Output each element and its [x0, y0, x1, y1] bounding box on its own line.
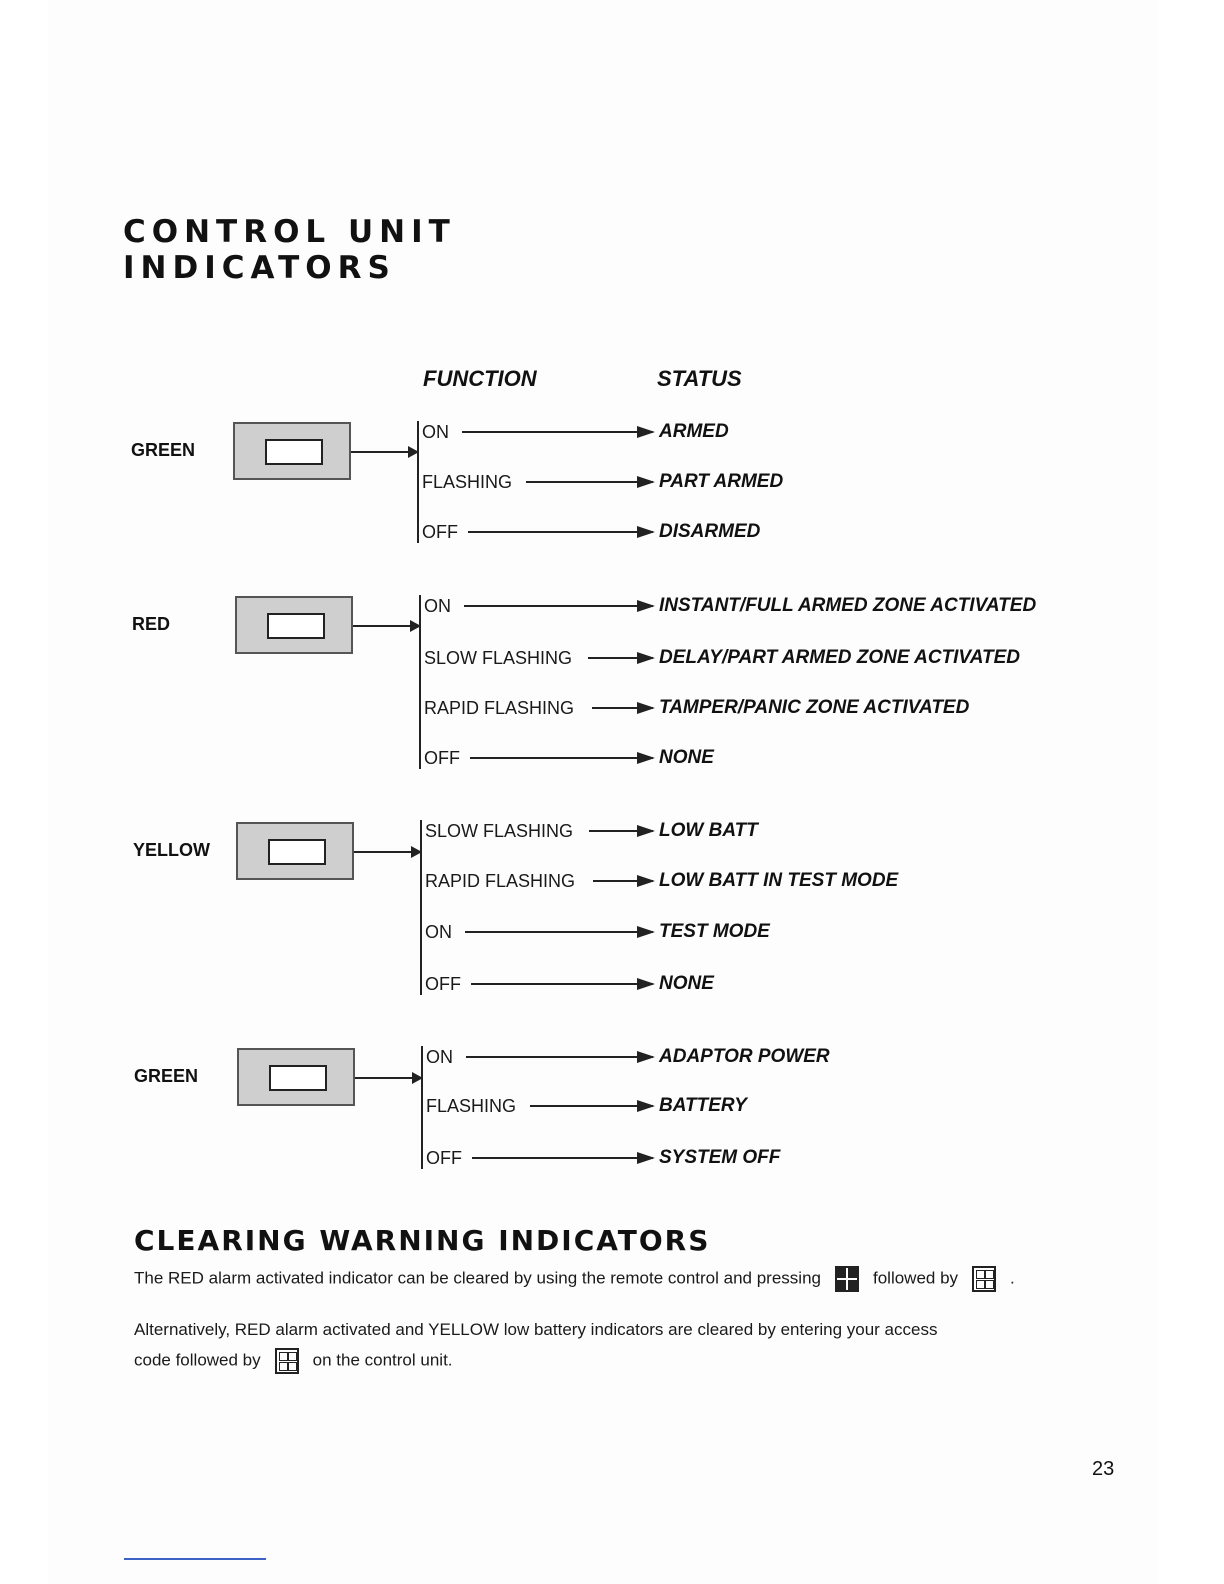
- title-line-2: INDICATORS: [123, 250, 396, 286]
- indicator-label: GREEN: [134, 1066, 199, 1086]
- status-text: PART ARMED: [659, 471, 784, 492]
- status-arrow: [472, 1157, 653, 1159]
- function-row: [425, 868, 1065, 894]
- status-arrow: [471, 983, 653, 985]
- status-text: TAMPER/PANIC ZONE ACTIVATED: [659, 697, 970, 718]
- status-arrow: [462, 431, 653, 433]
- clearing-section-title: CLEARING WARNING INDICATORS: [134, 1224, 711, 1257]
- status-text: NONE: [659, 747, 714, 768]
- function-row: [426, 1044, 1066, 1070]
- function-text: ON: [426, 1047, 453, 1067]
- status-arrow: [530, 1105, 653, 1107]
- function-row: [422, 519, 1062, 545]
- status-arrow: [592, 707, 653, 709]
- lamp-connector-arrow: [353, 625, 419, 627]
- function-text: RAPID FLASHING: [425, 871, 576, 891]
- clearing-text-2b: on the control unit.: [312, 1350, 453, 1370]
- status-arrow: [465, 931, 653, 933]
- lamp-window: [268, 839, 326, 865]
- page-number: 23: [1092, 1458, 1115, 1480]
- function-row: [425, 919, 1065, 945]
- function-bracket: [420, 820, 422, 995]
- clearing-text-1a: The RED alarm activated indicator can be cleared by using the remote control and pressing: [134, 1268, 821, 1288]
- status-text: ADAPTOR POWER: [659, 1046, 830, 1067]
- function-text: OFF: [422, 522, 458, 542]
- indicator-label: RED: [132, 614, 171, 634]
- status-text: DISARMED: [659, 521, 761, 542]
- indicator-lamp-icon: [236, 822, 354, 880]
- lamp-connector-arrow: [355, 1077, 421, 1079]
- function-text: ON: [422, 422, 449, 442]
- status-arrow: [526, 481, 653, 483]
- grid-key-icon: [972, 1266, 996, 1292]
- clearing-text-2a: code followed by: [134, 1350, 261, 1370]
- function-row: [424, 745, 1064, 771]
- indicator-label: YELLOW: [133, 840, 210, 860]
- function-text: ON: [425, 922, 452, 942]
- lamp-connector-arrow: [351, 451, 417, 453]
- grid-key-icon: [275, 1348, 299, 1374]
- status-header: STATUS: [657, 366, 742, 391]
- function-row: [422, 469, 1062, 495]
- lamp-window: [265, 439, 323, 465]
- function-row: [425, 818, 1065, 844]
- function-row: [424, 593, 1064, 619]
- title-line-1: CONTROL UNIT: [123, 214, 456, 250]
- status-text: ARMED: [659, 421, 729, 442]
- function-row: [426, 1093, 1066, 1119]
- function-row: [424, 645, 1064, 671]
- clearing-paragraph-1: [134, 1266, 1015, 1292]
- function-row: [422, 419, 1062, 445]
- function-text: SLOW FLASHING: [425, 821, 574, 841]
- function-header: FUNCTION: [423, 366, 537, 391]
- status-text: BATTERY: [659, 1095, 747, 1116]
- function-text: OFF: [426, 1148, 462, 1168]
- function-row: [426, 1145, 1066, 1171]
- status-arrow: [464, 605, 653, 607]
- status-arrow: [466, 1056, 653, 1058]
- lamp-window: [269, 1065, 327, 1091]
- status-arrow: [470, 757, 653, 759]
- function-text: ON: [424, 596, 451, 616]
- status-text: INSTANT/FULL ARMED ZONE ACTIVATED: [659, 595, 1037, 616]
- status-text: NONE: [659, 973, 714, 994]
- status-text: LOW BATT IN TEST MODE: [659, 870, 899, 891]
- function-text: OFF: [424, 748, 460, 768]
- function-text: RAPID FLASHING: [424, 698, 575, 718]
- function-text: SLOW FLASHING: [424, 648, 573, 668]
- status-arrow: [588, 657, 653, 659]
- clearing-paragraph-2-line-1: Alternatively, RED alarm activated and YELLOW low battery indicators are cleared by entering your access: [134, 1320, 938, 1339]
- lamp-connector-arrow: [354, 851, 420, 853]
- clearing-paragraph-2-line-2: [134, 1348, 453, 1374]
- clearing-text-1c: .: [1010, 1268, 1015, 1288]
- remote-solid-key-icon: [835, 1266, 859, 1292]
- status-arrow: [589, 830, 653, 832]
- lamp-window: [267, 613, 325, 639]
- function-bracket: [419, 595, 421, 769]
- indicator-lamp-icon: [235, 596, 353, 654]
- status-text: LOW BATT: [659, 820, 758, 841]
- status-text: SYSTEM OFF: [659, 1147, 781, 1168]
- status-text: DELAY/PART ARMED ZONE ACTIVATED: [659, 647, 1020, 668]
- clearing-text-1b: followed by: [872, 1268, 959, 1288]
- function-row: [424, 695, 1064, 721]
- status-text: TEST MODE: [659, 921, 770, 942]
- footer-rule: [124, 1558, 266, 1560]
- status-arrow: [593, 880, 653, 882]
- indicator-lamp-icon: [237, 1048, 355, 1106]
- indicator-lamp-icon: [233, 422, 351, 480]
- function-text: FLASHING: [422, 472, 513, 492]
- page-title: [123, 214, 456, 286]
- indicator-label: GREEN: [131, 440, 196, 460]
- status-arrow: [468, 531, 653, 533]
- function-bracket: [421, 1046, 423, 1169]
- function-row: [425, 971, 1065, 997]
- function-text: OFF: [425, 974, 461, 994]
- function-bracket: [417, 421, 419, 543]
- function-text: FLASHING: [426, 1096, 517, 1116]
